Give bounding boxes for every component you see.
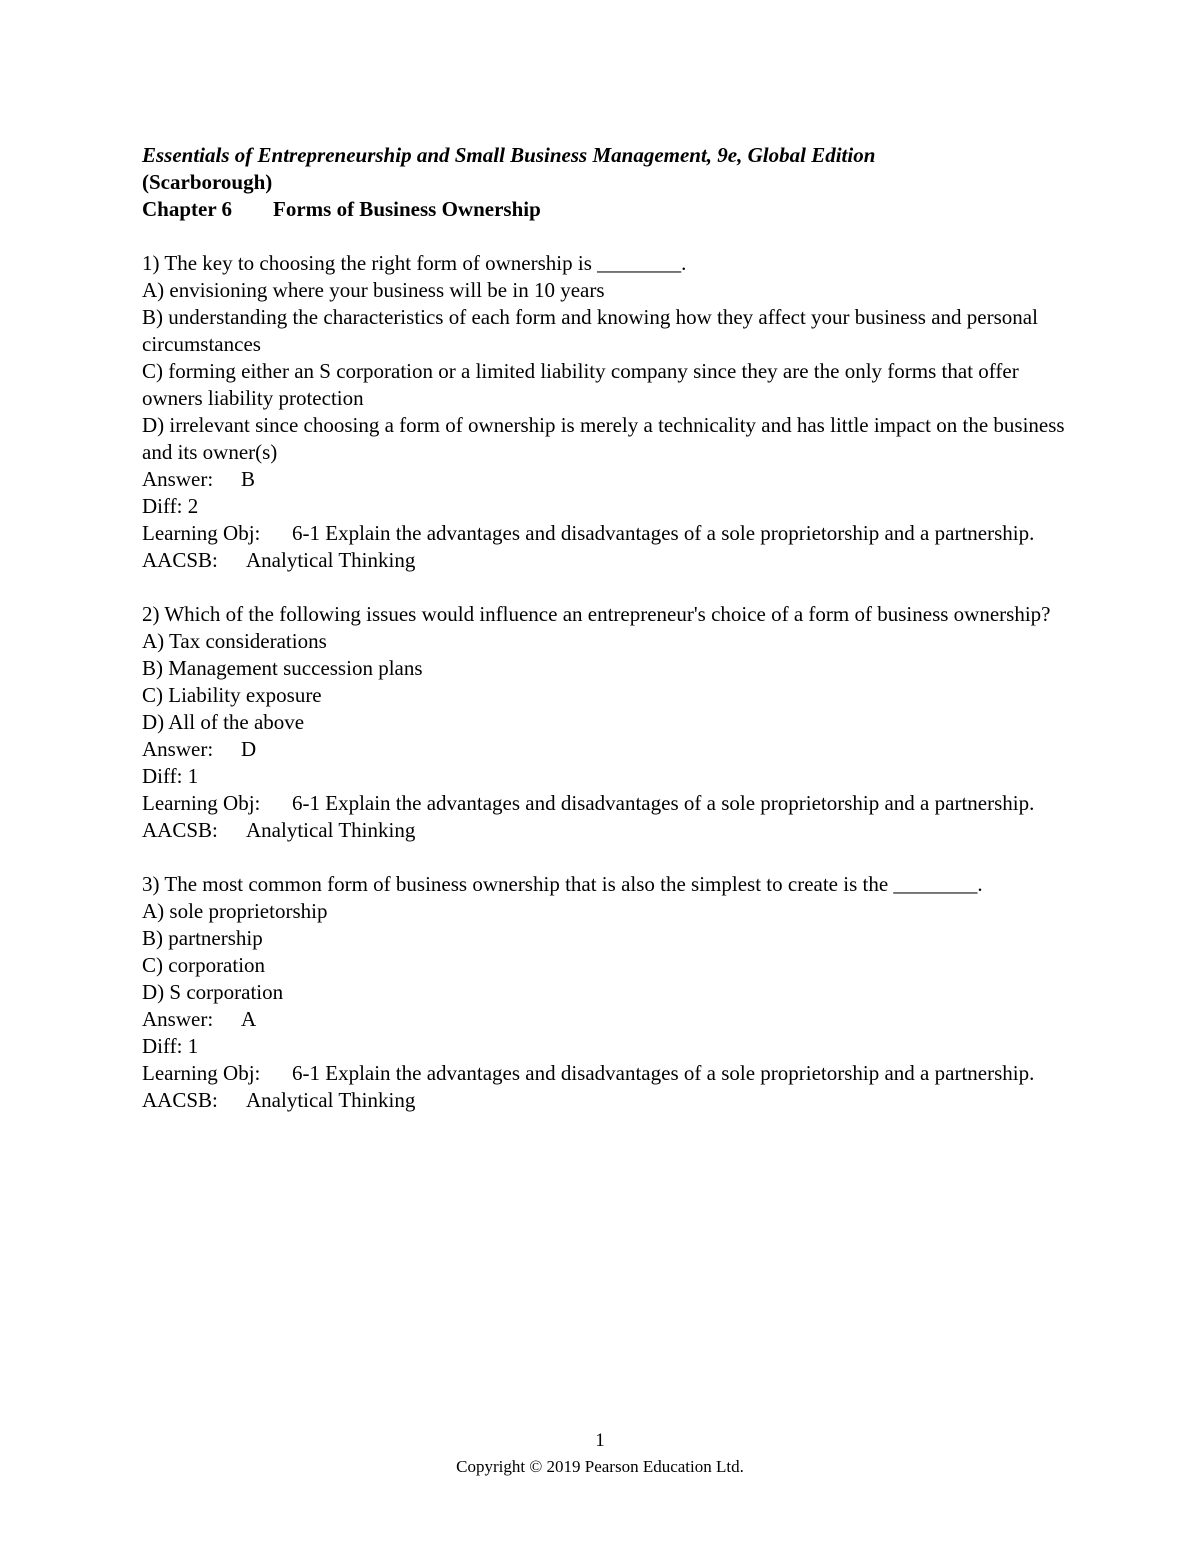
option-a: A) Tax considerations	[142, 629, 327, 653]
answer-label: Answer:	[142, 1007, 214, 1031]
question-2	[142, 601, 1072, 844]
learning-objective-label: Learning Obj:	[142, 521, 261, 545]
learning-objective-text: 6-1 Explain the advantages and disadvantages of a sole proprietorship and a partnership.	[292, 791, 1035, 815]
answer-line	[142, 466, 1072, 493]
learning-objective	[142, 1060, 1072, 1087]
learning-objective-text: 6-1 Explain the advantages and disadvantages of a sole proprietorship and a partnership.	[292, 1061, 1035, 1085]
question-1	[142, 250, 1072, 574]
learning-objective	[142, 790, 1072, 817]
chapter-title: Forms of Business Ownership	[273, 197, 541, 221]
option-d: D) S corporation	[142, 980, 284, 1004]
aacsb-line	[142, 547, 1072, 574]
aacsb-label: AACSB:	[142, 818, 218, 842]
option-a: A) envisioning where your business will be in 10 years	[142, 278, 605, 302]
question-stem: 2) Which of the following issues would influence an entrepreneur's choice of a form of business ownership?	[142, 602, 1051, 626]
chapter-heading	[142, 196, 1072, 223]
aacsb-value: Analytical Thinking	[246, 548, 416, 572]
answer-value: D	[241, 737, 257, 761]
option-a: A) sole proprietorship	[142, 899, 328, 923]
option-c: C) forming either an S corporation or a limited liability company since they are the only forms that offer owners liability protection	[142, 359, 1019, 410]
learning-objective-label: Learning Obj:	[142, 1061, 261, 1085]
book-author: (Scarborough)	[142, 170, 273, 194]
question-stem: 1) The key to choosing the right form of ownership is ________.	[142, 251, 687, 275]
answer-line	[142, 736, 1072, 763]
option-c: C) corporation	[142, 953, 266, 977]
aacsb-line	[142, 1087, 1072, 1114]
answer-label: Answer:	[142, 467, 214, 491]
option-b: B) Management succession plans	[142, 656, 423, 680]
option-d: D) All of the above	[142, 710, 305, 734]
option-c: C) Liability exposure	[142, 683, 322, 707]
difficulty: Diff: 2	[142, 494, 199, 518]
difficulty: Diff: 1	[142, 1034, 199, 1058]
difficulty: Diff: 1	[142, 764, 199, 788]
learning-objective-text: 6-1 Explain the advantages and disadvantages of a sole proprietorship and a partnership.	[292, 521, 1035, 545]
answer-line	[142, 1006, 1072, 1033]
aacsb-value: Analytical Thinking	[246, 1088, 416, 1112]
aacsb-line	[142, 817, 1072, 844]
aacsb-value: Analytical Thinking	[246, 818, 416, 842]
option-b: B) understanding the characteristics of each form and knowing how they affect your business and personal circumstances	[142, 305, 1038, 356]
answer-value: B	[241, 467, 256, 491]
aacsb-label: AACSB:	[142, 1088, 218, 1112]
chapter-label: Chapter 6	[142, 197, 233, 221]
copyright-notice: Copyright © 2019 Pearson Education Ltd.	[456, 1457, 744, 1476]
aacsb-label: AACSB:	[142, 548, 218, 572]
book-title: Essentials of Entrepreneurship and Small Business Management, 9e, Global Edition	[142, 143, 876, 167]
question-3	[142, 871, 1072, 1114]
option-d: D) irrelevant since choosing a form of ownership is merely a technicality and has little impact on the business and its owner(s)	[142, 413, 1065, 464]
answer-label: Answer:	[142, 737, 214, 761]
question-stem: 3) The most common form of business ownership that is also the simplest to create is the ________.	[142, 872, 983, 896]
page-content	[142, 142, 1072, 1114]
answer-value: A	[241, 1007, 257, 1031]
learning-objective-label: Learning Obj:	[142, 791, 261, 815]
learning-objective	[142, 520, 1072, 547]
option-b: B) partnership	[142, 926, 263, 950]
page-number: 1	[595, 1430, 605, 1451]
